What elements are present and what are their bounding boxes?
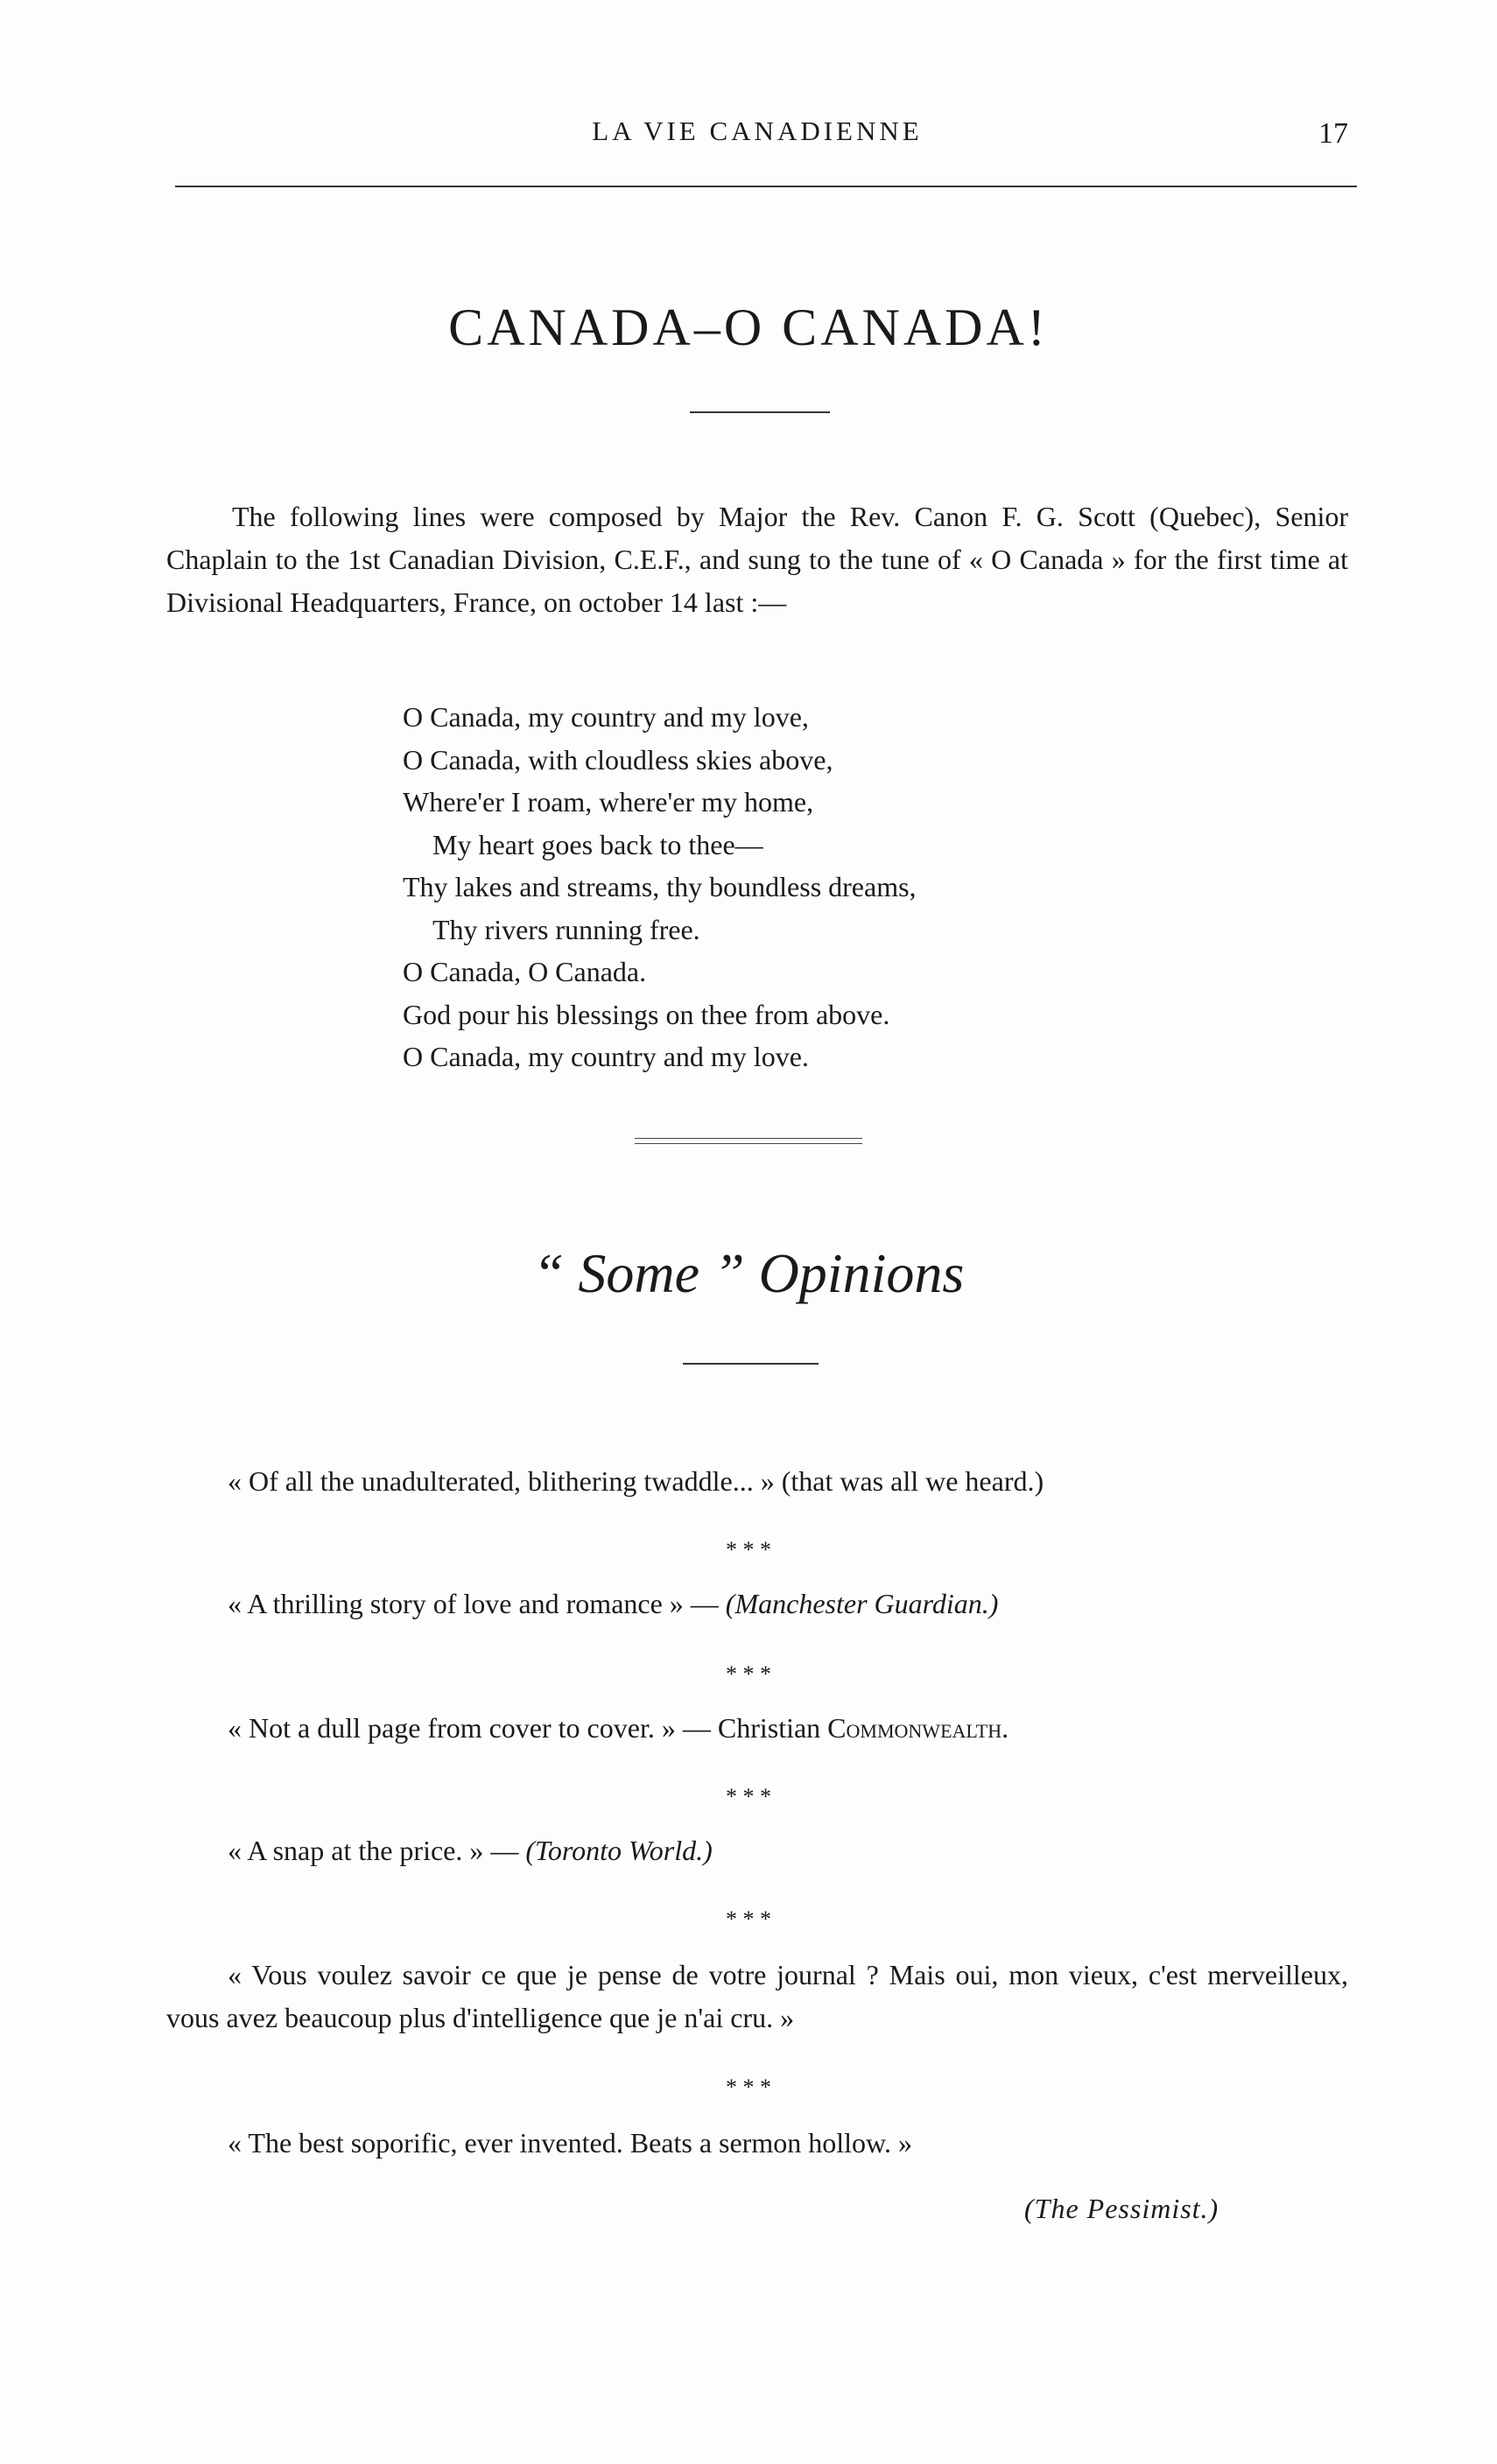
- poem-line: O Canada, O Canada.: [403, 956, 647, 987]
- page-number: 17: [1318, 117, 1348, 150]
- opinions-title: “ Some ” Opinions: [532, 1242, 965, 1304]
- poem-line: O Canada, my country and my love.: [403, 1041, 809, 1072]
- asterism-glyph: * * *: [726, 1906, 771, 1932]
- poem-title: CANADA–O CANADA!: [448, 298, 1049, 356]
- asterism: [705, 2074, 792, 2100]
- opinion-source: Commonwealth.: [827, 1712, 1009, 1744]
- opinion-text: « A snap at the price. » —: [228, 1835, 526, 1866]
- opinion-text: « Vous voulez savoir ce que je pense de votre journal ? Mais oui, mon vieux, c'est merveilleux, vous avez beaucoup plus d'intelligence que je n'ai cru. »: [166, 1959, 1348, 2033]
- opinion-text: « The best soporific, ever invented. Beats a sermon hollow. »: [228, 2127, 913, 2159]
- poem-line: Where'er I roam, where'er my home,: [403, 786, 814, 818]
- opinion-item: [166, 1954, 1348, 2039]
- poem-line: God pour his blessings on thee from above.: [403, 998, 890, 1030]
- header-rule: [175, 186, 1357, 187]
- asterism-glyph: * * *: [726, 1784, 771, 1809]
- poem-intro: The following lines were composed by Major the Rev. Canon F. G. Scott (Quebec), Senior Chaplain to the 1st Canadian Division, C.E.F., and sung to the tune of « O Canada » for the first time at Divisional Headquarters, France, on october 14 last :—: [166, 501, 1348, 618]
- title-rule: [690, 411, 830, 413]
- opinion-item: [166, 1583, 1348, 1625]
- section-divider: [635, 1138, 862, 1144]
- opinion-source: (Toronto World.): [525, 1835, 713, 1866]
- asterism: [705, 1537, 792, 1562]
- asterism: [705, 1784, 792, 1809]
- poem-line: Thy rivers running free.: [432, 913, 700, 945]
- signature: (The Pessimist.): [1024, 2193, 1219, 2224]
- poem-verse: [403, 696, 917, 1078]
- opinion-item: [166, 1707, 1348, 1750]
- opinion-text: « Of all the unadulterated, blithering twaddle... » (that was all we heard.): [228, 1465, 1044, 1497]
- asterism-glyph: * * *: [726, 1661, 771, 1687]
- opinions-title-rule: [683, 1363, 819, 1365]
- opinion-text: « A thrilling story of love and romance » —: [228, 1588, 726, 1619]
- opinion-item: [166, 1460, 1348, 1503]
- running-title: LA VIE CANADIENNE: [592, 116, 923, 146]
- asterism: [705, 1661, 792, 1687]
- opinion-source: (Manchester Guardian.): [725, 1588, 999, 1619]
- asterism: [705, 1906, 792, 1932]
- opinion-text: « Not a dull page from cover to cover. » — Christian: [228, 1712, 828, 1744]
- asterism-glyph: * * *: [726, 1537, 771, 1562]
- poem-line: O Canada, with cloudless skies above,: [403, 743, 833, 776]
- opinion-item: [166, 2122, 1348, 2165]
- poem-line: Thy lakes and streams, thy boundless dreams,: [403, 871, 917, 902]
- opinion-item: [166, 1829, 1348, 1872]
- poem-line: O Canada, my country and my love,: [403, 701, 809, 733]
- asterism-glyph: * * *: [726, 2074, 771, 2100]
- poem-line: My heart goes back to thee—: [432, 828, 763, 860]
